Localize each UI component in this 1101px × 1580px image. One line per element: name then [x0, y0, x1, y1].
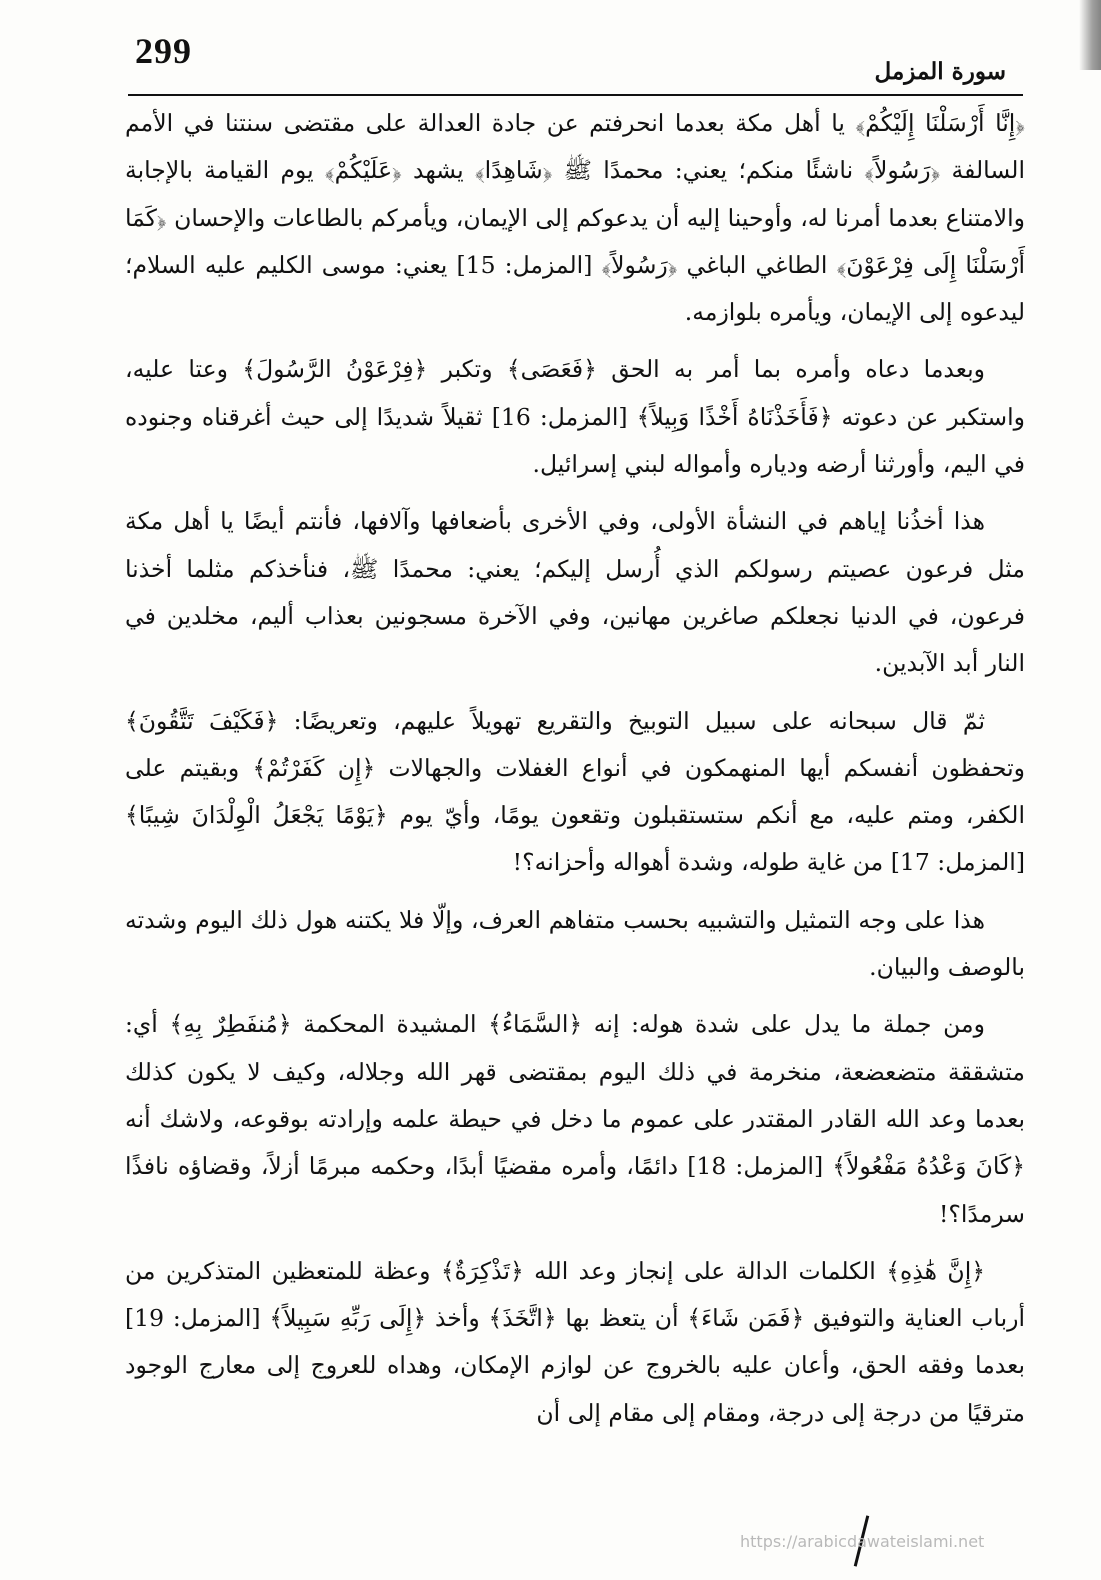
paragraph-4: ثمّ قال سبحانه على سبيل التوبيخ والتقريع تهويلاً عليهم، وتعريضًا: ﴿فَكَيْفَ تَتَّقُونَ﴾ وتحفظون أنفسكم أيها المنهمكون في أنواع الغفلات والجهالات ﴿إِن كَفَرْتُمْ﴾ وبقيتم على الكفر، ومتم عليه، مع أنكم ستستقبلون وتقعون يومًا، وأيّ يوم ﴿يَوْمًا يَجْعَلُ الْوِلْدَانَ شِيبًا﴾ [المزمل: 17] من غاية طوله، وشدة أهواله وأحزانه؟!	[125, 706, 1025, 877]
header-rule	[128, 94, 1023, 96]
paragraph-3: هذا أخذُنا إياهم في النشأة الأولى، وفي الأخرى بأضعافها وآلافها، فأنتم أيضًا يا أهل مكة مثل فرعون عصيتم رسولكم الذي أُرسل إليكم؛ يعني: محمدًا ﷺ، فنأخذكم مثلما أخذنا فرعون، في الدنيا نجعلكم صاغرين مهانين، وفي الآخرة مسجونين بعذاب أليم، مخلدين في النار أبد الآبدين.	[125, 507, 1025, 678]
paragraph-7: ﴿إِنَّ هَٰذِهِ﴾ الكلمات الدالة على إنجاز وعد الله ﴿تَذْكِرَةٌ﴾ وعظة للمتعظين المتذكرين من أرباب العناية والتوفيق ﴿فَمَن شَاءَ﴾ أن يتعظ بها ﴿اتَّخَذَ﴾ وأخذ ﴿إِلَى رَبِّهِ سَبِيلاً﴾ [المزمل: 19] بعدما وفقه الحق، وأعان عليه بالخروج عن لوازم الإمكان، وهداه للعروج إلى معارج الوجود مترقيًا من درجة إلى درجة، ومقام إلى مقام إلى أن	[125, 1256, 1025, 1427]
paragraph-6: ومن جملة ما يدل على شدة هوله: إنه ﴿السَّمَاءُ﴾ المشيدة المحكمة ﴿مُنفَطِرٌ بِهِ﴾ أي: متشققة متضعضعة، منخرمة في ذلك اليوم بمقتضى قهر الله وجلاله، وكيف لا يكون كذلك بعدما وعد الله القادر المقتدر على عموم ما دخل في حيطة علمه وإرادته بوقوعه، ولاشك أنه ﴿كَانَ وَعْدُهُ مَفْعُولاً﴾ [المزمل: 18] دائمًا، وأمره مقضيًا أبدًا، وحكمه مبرمًا أزلاً، وقضاؤه نافذًا سرمدًا؟!	[125, 1010, 1025, 1228]
paragraph-2: وبعدما دعاه وأمره بما أمر به الحق ﴿فَعَصَى﴾ وتكبر ﴿فِرْعَوْنُ الرَّسُولَ﴾ وعتا عليه، واستكبر عن دعوته ﴿فَأَخَذْنَاهُ أَخْذًا وَبِيلاً﴾ [المزمل: 16] ثقيلاً شديدًا إلى حيث أغرقناه وجنوده في اليم، وأورثنا أرضه ودياره وأمواله لبني إسرائيل.	[125, 355, 1025, 479]
page-number: 299	[135, 31, 192, 71]
body-text	[125, 100, 1025, 1447]
scan-edge-mark	[1079, 0, 1101, 70]
surah-title: سورة المزمل	[874, 58, 1006, 85]
paragraph-5: هذا على وجه التمثيل والتشبيه بحسب متفاهم العرف، وإلّا فلا يكتنه هول ذلك اليوم وشدته بالوصف والبيان.	[125, 905, 1025, 982]
paragraph-1: ﴿إِنَّا أَرْسَلْنَا إِلَيْكُمْ﴾ يا أهل مكة بعدما انحرفتم عن جادة العدالة على مقتضى سنتنا في الأمم السالفة ﴿رَسُولاً﴾ ناشئًا منكم؛ يعني: محمدًا ﷺ ﴿شَاهِدًا﴾ يشهد ﴿عَلَيْكُمْ﴾ يوم القيامة بالإجابة والامتناع بعدما أمرنا له، وأوحينا إليه أن يدعوكم إلى الإيمان، ويأمركم بالطاعات والإحسان ﴿كَمَا أَرْسَلْنَا إِلَى فِرْعَوْنَ﴾ الطاغي الباغي ﴿رَسُولاً﴾ [المزمل: 15] يعني: موسى الكليم عليه السلام؛ ليدعوه إلى الإيمان، ويأمره بلوازمه.	[125, 109, 1025, 327]
watermark-url: https://arabicdawateislami.net	[740, 1532, 985, 1551]
